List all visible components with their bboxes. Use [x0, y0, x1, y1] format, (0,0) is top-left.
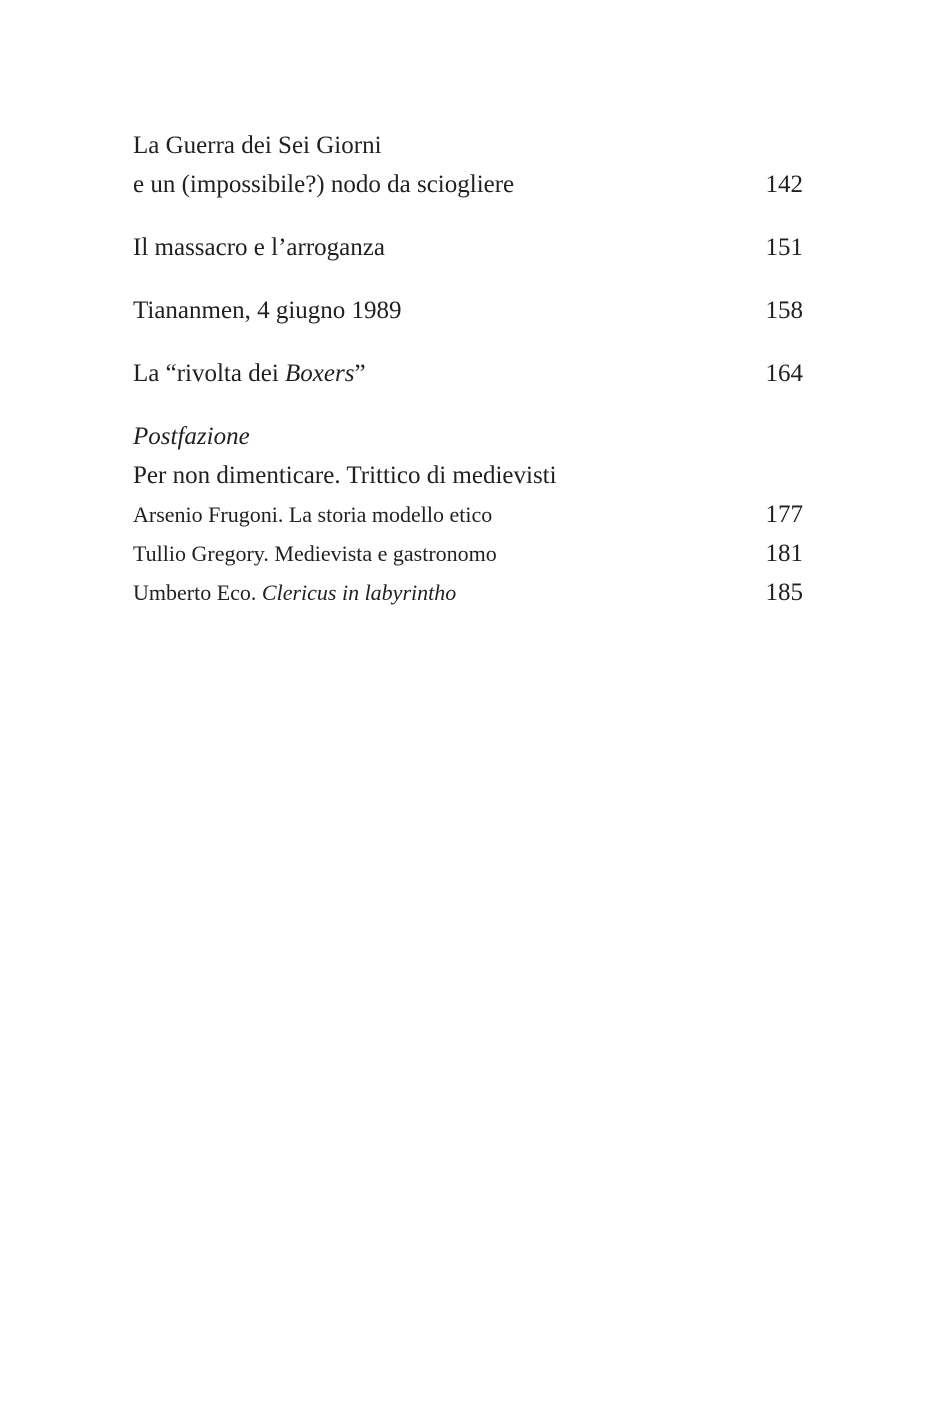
toc-subentry: [133, 573, 803, 612]
toc-subentry: [133, 495, 803, 534]
toc-page-number: 164: [765, 360, 803, 387]
toc-subentry-text: Arsenio Frugoni. La storia modello etico: [133, 502, 493, 527]
toc-entry-title: Il massacro e l’arroganza: [133, 234, 385, 261]
toc-subentry-title: [133, 573, 456, 612]
toc-page-number: 158: [765, 297, 803, 324]
table-of-contents: [133, 126, 803, 612]
toc-entry-boxers: [133, 354, 803, 393]
toc-subentry-text: Umberto Eco.: [133, 580, 262, 605]
toc-page-number: 151: [765, 234, 803, 261]
toc-entry-title: Tiananmen, 4 giugno 1989: [133, 297, 402, 324]
toc-entry-guerra-line1: [133, 126, 803, 165]
toc-page-number: 181: [765, 540, 803, 567]
toc-entry-title: e un (impossibile?) nodo da sciogliere: [133, 171, 515, 198]
toc-subentry-text: Tullio Gregory. Medievista e gastronomo: [133, 541, 497, 566]
toc-subentry-title: [133, 534, 497, 573]
toc-entry-title: [133, 354, 366, 393]
toc-entry-title: La Guerra dei Sei Giorni: [133, 132, 382, 159]
toc-section-label: Postfazione: [133, 423, 250, 450]
toc-subentry: [133, 534, 803, 573]
toc-entry-massacro: [133, 228, 803, 267]
toc-entry-title-prefix: La “rivolta dei: [133, 360, 286, 387]
toc-entry-tiananmen: [133, 291, 803, 330]
toc-entry-title-suffix: ”: [354, 360, 366, 387]
toc-entry-title-italic: Boxers: [285, 360, 355, 387]
toc-subentry-title: [133, 495, 492, 534]
toc-page-number: 185: [765, 579, 803, 606]
toc-section-subtitle-row: [133, 456, 803, 495]
toc-entry-guerra-line2: [133, 165, 803, 204]
toc-page-number: 177: [765, 501, 803, 528]
toc-subentry-italic: Clericus in labyrintho: [261, 580, 457, 605]
toc-section-postfazione: [133, 417, 803, 456]
toc-section-subtitle: Per non dimenticare. Trittico di medievisti: [133, 462, 557, 489]
toc-page-number: 142: [765, 171, 803, 198]
